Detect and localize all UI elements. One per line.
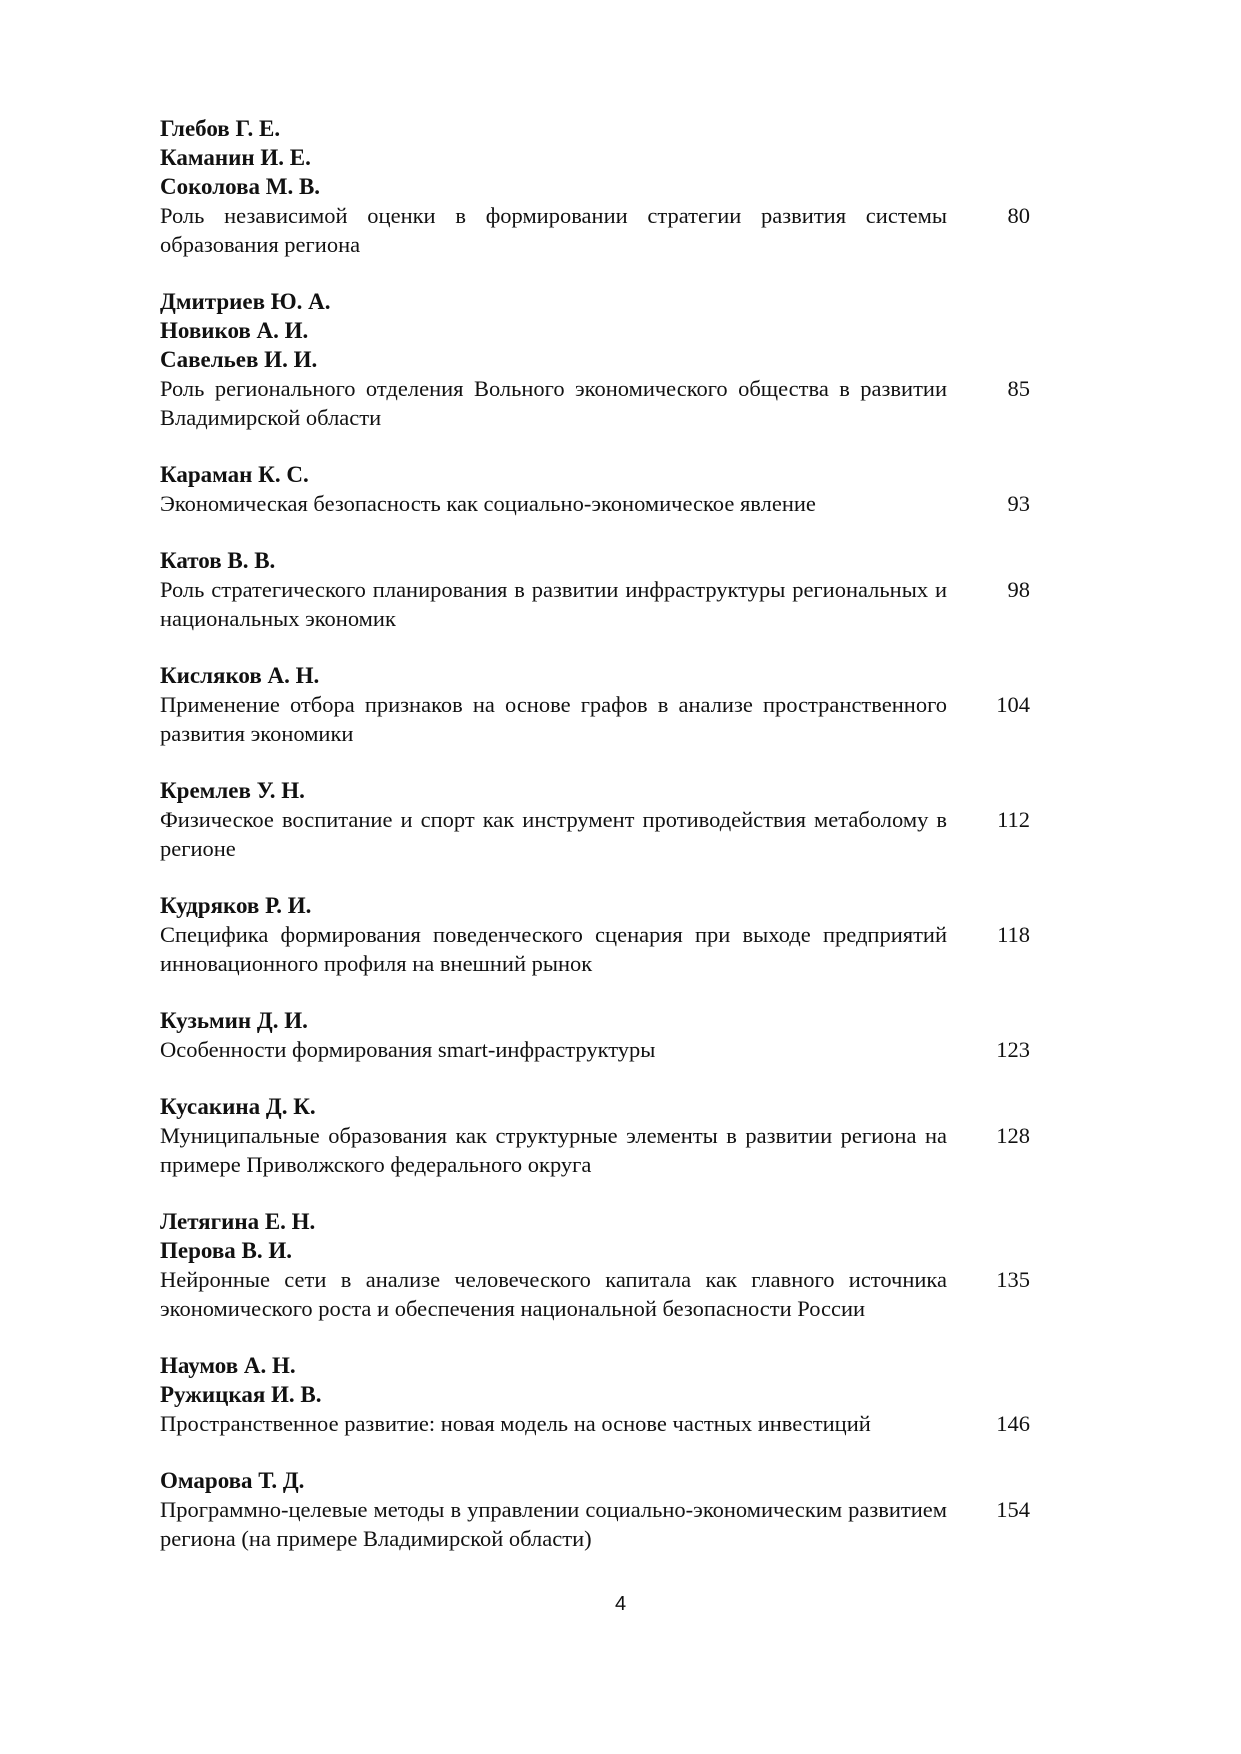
table-of-contents <box>160 114 1030 1581</box>
toc-entry-author: Кремлев У. Н. <box>160 778 305 803</box>
toc-entry-author: Глебов Г. Е. <box>160 116 281 141</box>
toc-entry-title-row <box>160 920 1030 978</box>
toc-entry <box>160 1351 1030 1438</box>
toc-entry-author: Савельев И. И. <box>160 347 318 372</box>
toc-entry-title-row <box>160 575 1030 633</box>
toc-entry <box>160 776 1030 863</box>
toc-entry-title: Применение отбора признаков на основе графов в анализе пространственного развития экономики <box>160 692 947 746</box>
toc-entry-title-row <box>160 1409 1030 1438</box>
toc-entry <box>160 1207 1030 1323</box>
page-number-footer: 4 <box>614 1593 627 1615</box>
toc-entry-author: Перова В. И. <box>160 1238 292 1263</box>
toc-entry-author: Кузьмин Д. И. <box>160 1008 308 1033</box>
toc-entry-title: Особенности формирования smart-инфраструктуры <box>160 1037 656 1062</box>
toc-entry <box>160 114 1030 259</box>
toc-entry-author: Омарова Т. Д. <box>160 1468 305 1493</box>
toc-entry-page-number: 98 <box>1007 577 1030 602</box>
toc-entry-title: Специфика формирования поведенческого сценария при выходе предприятий инновационного профиля на внешний рынок <box>160 922 947 976</box>
toc-entry-author: Новиков А. И. <box>160 318 309 343</box>
toc-entry-title-row <box>160 1035 1030 1064</box>
toc-entry <box>160 891 1030 978</box>
toc-entry <box>160 1466 1030 1553</box>
toc-entry-title-row <box>160 201 1030 259</box>
toc-entry-page-number: 104 <box>996 692 1030 717</box>
toc-entry-title: Пространственное развитие: новая модель на основе частных инвестиций <box>160 1411 871 1436</box>
toc-entry-author: Катов В. В. <box>160 548 276 573</box>
toc-entry-title: Физическое воспитание и спорт как инструмент противодействия метаболому в регионе <box>160 807 947 861</box>
toc-entry <box>160 287 1030 432</box>
toc-entry-author: Караман К. С. <box>160 462 309 487</box>
toc-entry-page-number: 112 <box>997 807 1030 832</box>
toc-entry-page-number: 135 <box>996 1267 1030 1292</box>
toc-entry-title: Роль независимой оценки в формировании стратегии развития системы образования региона <box>160 203 947 257</box>
toc-entry-page-number: 93 <box>1007 491 1030 516</box>
toc-entry-author: Ружицкая И. В. <box>160 1382 322 1407</box>
toc-entry <box>160 460 1030 518</box>
toc-entry <box>160 1006 1030 1064</box>
toc-entry-page-number: 80 <box>1007 203 1030 228</box>
toc-entry <box>160 661 1030 748</box>
toc-entry <box>160 546 1030 633</box>
toc-entry-title-row <box>160 1495 1030 1553</box>
toc-entry-page-number: 146 <box>996 1411 1030 1436</box>
toc-entry-page-number: 154 <box>996 1497 1030 1522</box>
toc-entry-page-number: 118 <box>997 922 1030 947</box>
toc-entry-title: Муниципальные образования как структурные элементы в развитии региона на примере Приволжского федерального округа <box>160 1123 947 1177</box>
toc-entry-author: Дмитриев Ю. А. <box>160 289 331 314</box>
toc-entry-page-number: 85 <box>1007 376 1030 401</box>
toc-entry-author: Наумов А. Н. <box>160 1353 296 1378</box>
toc-entry-title: Роль стратегического планирования в развитии инфраструктуры региональных и национальных экономик <box>160 577 947 631</box>
toc-entry-author: Каманин И. Е. <box>160 145 311 170</box>
toc-entry-author: Кусакина Д. К. <box>160 1094 316 1119</box>
toc-entry-title: Роль регионального отделения Вольного экономического общества в развитии Владимирской области <box>160 376 947 430</box>
toc-entry-author: Кудряков Р. И. <box>160 893 312 918</box>
toc-entry-title-row <box>160 1265 1030 1323</box>
toc-entry-title-row <box>160 374 1030 432</box>
toc-entry-author: Летягина Е. Н. <box>160 1209 316 1234</box>
toc-entry-author: Соколова М. В. <box>160 174 321 199</box>
toc-entry-page-number: 123 <box>996 1037 1030 1062</box>
toc-entry-title-row <box>160 489 1030 518</box>
toc-entry-page-number: 128 <box>996 1123 1030 1148</box>
toc-entry-title-row <box>160 1121 1030 1179</box>
toc-entry-title-row <box>160 805 1030 863</box>
toc-entry-title: Программно-целевые методы в управлении социально-экономическим развитием региона (на примере Владимирской области) <box>160 1497 947 1551</box>
toc-entry <box>160 1092 1030 1179</box>
toc-entry-title: Экономическая безопасность как социально-экономическое явление <box>160 491 816 516</box>
toc-entry-title-row <box>160 690 1030 748</box>
toc-entry-author: Кисляков А. Н. <box>160 663 320 688</box>
toc-entry-title: Нейронные сети в анализе человеческого капитала как главного источника экономического роста и обеспечения национальной безопасности России <box>160 1267 947 1321</box>
